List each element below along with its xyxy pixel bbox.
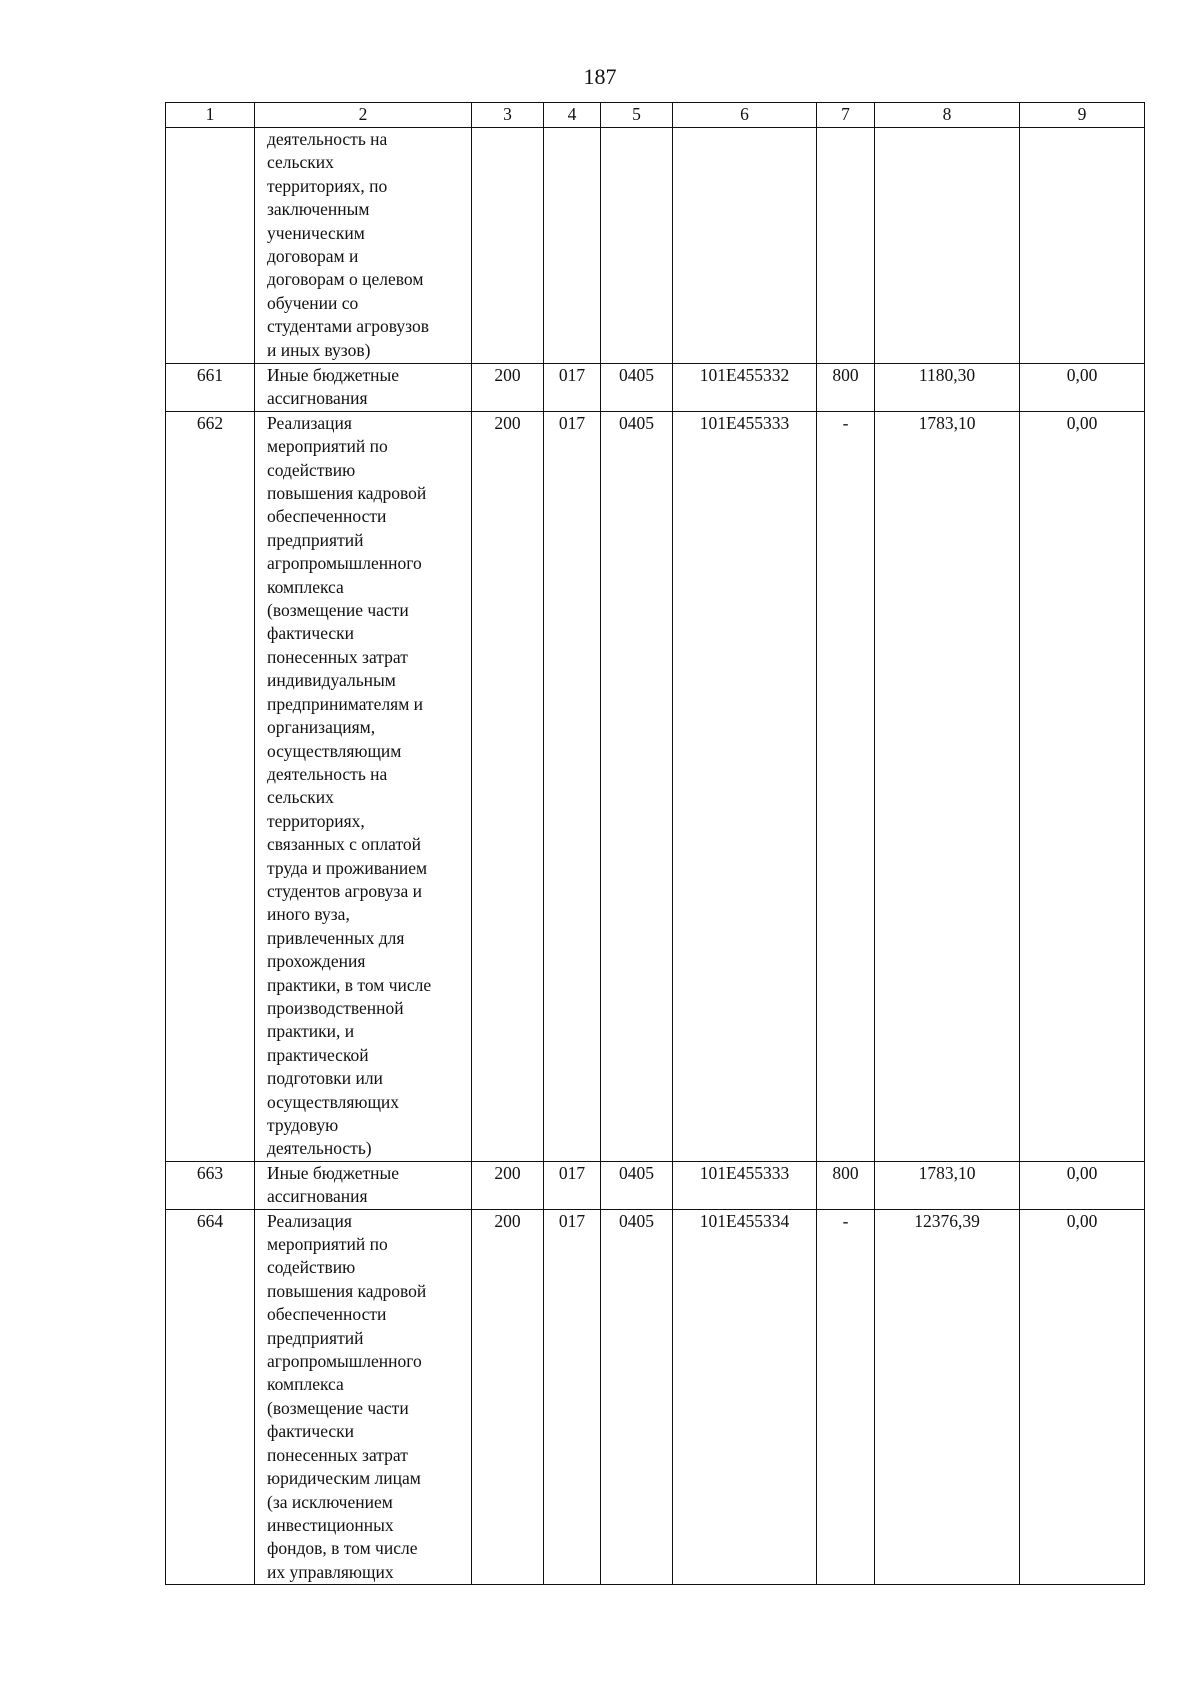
cell-col5: 0405: [601, 1209, 673, 1585]
cell-col3: 200: [472, 411, 544, 1161]
cell-col7: -: [817, 411, 875, 1161]
cell-col9: 0,00: [1020, 1209, 1145, 1585]
cell-col9: [1020, 128, 1145, 364]
table-row: [166, 411, 1145, 1161]
row-number: 664: [166, 1209, 255, 1585]
cell-col8: 1783,10: [875, 411, 1020, 1161]
cell-col6: [673, 128, 817, 364]
page-number: 187: [583, 64, 617, 89]
row-description: Иные бюджетные ассигнования: [255, 1161, 472, 1209]
cell-col5: 0405: [601, 1161, 673, 1209]
row-number: 662: [166, 411, 255, 1161]
cell-col8: 12376,39: [875, 1209, 1020, 1585]
cell-col5: 0405: [601, 364, 673, 412]
cell-col4: 017: [544, 364, 601, 412]
row-description: Иные бюджетные ассигнования: [255, 364, 472, 412]
cell-col6: 101E455332: [673, 364, 817, 412]
cell-col4: [544, 128, 601, 364]
header-row: [166, 103, 1145, 128]
row-description: деятельность на сельских территориях, по заключенным ученическим договорам и договорам о целевом обучении со студентами агровузов и иных вузов): [255, 128, 472, 364]
table-row: [166, 1209, 1145, 1585]
column-header: 9: [1020, 103, 1145, 128]
cell-col6: 101E455333: [673, 411, 817, 1161]
cell-col3: 200: [472, 1209, 544, 1585]
cell-col5: 0405: [601, 411, 673, 1161]
column-header: 7: [817, 103, 875, 128]
cell-col3: [472, 128, 544, 364]
cell-col7: [817, 128, 875, 364]
cell-col6: 101E455334: [673, 1209, 817, 1585]
row-number: [166, 128, 255, 364]
cell-col7: -: [817, 1209, 875, 1585]
column-header: 2: [255, 103, 472, 128]
cell-col6: 101E455333: [673, 1161, 817, 1209]
table-row: [166, 364, 1145, 412]
column-header: 4: [544, 103, 601, 128]
cell-col9: 0,00: [1020, 364, 1145, 412]
cell-col8: [875, 128, 1020, 364]
cell-col7: 800: [817, 1161, 875, 1209]
cell-col4: 017: [544, 1209, 601, 1585]
column-header: 5: [601, 103, 673, 128]
cell-col4: 017: [544, 1161, 601, 1209]
column-header: 1: [166, 103, 255, 128]
cell-col9: 0,00: [1020, 411, 1145, 1161]
column-header: 8: [875, 103, 1020, 128]
table-row: [166, 1161, 1145, 1209]
cell-col8: 1180,30: [875, 364, 1020, 412]
cell-col3: 200: [472, 364, 544, 412]
row-description: Реализация мероприятий по содействию повышения кадровой обеспеченности предприятий агропромышленного комплекса (возмещение части фактически понесенных затрат индивидуальным предпринимателям и организациям, осуществляющим деятельность на сельских территориях, связанных с оплатой труда и проживанием студентов агровуза и иного вуза, привлеченных для прохождения практики, в том числе производственной практики, и практической подготовки или осуществляющих трудовую деятельность): [255, 411, 472, 1161]
budget-table: [165, 102, 1145, 1585]
row-number: 663: [166, 1161, 255, 1209]
cell-col3: 200: [472, 1161, 544, 1209]
row-description: Реализация мероприятий по содействию повышения кадровой обеспеченности предприятий агропромышленного комплекса (возмещение части фактически понесенных затрат юридическим лицам (за исключением инвестиционных фондов, в том числе их управляющих: [255, 1209, 472, 1585]
cell-col9: 0,00: [1020, 1161, 1145, 1209]
row-number: 661: [166, 364, 255, 412]
cell-col7: 800: [817, 364, 875, 412]
column-header: 6: [673, 103, 817, 128]
cell-col4: 017: [544, 411, 601, 1161]
table-row: [166, 128, 1145, 364]
cell-col8: 1783,10: [875, 1161, 1020, 1209]
column-header: 3: [472, 103, 544, 128]
cell-col5: [601, 128, 673, 364]
